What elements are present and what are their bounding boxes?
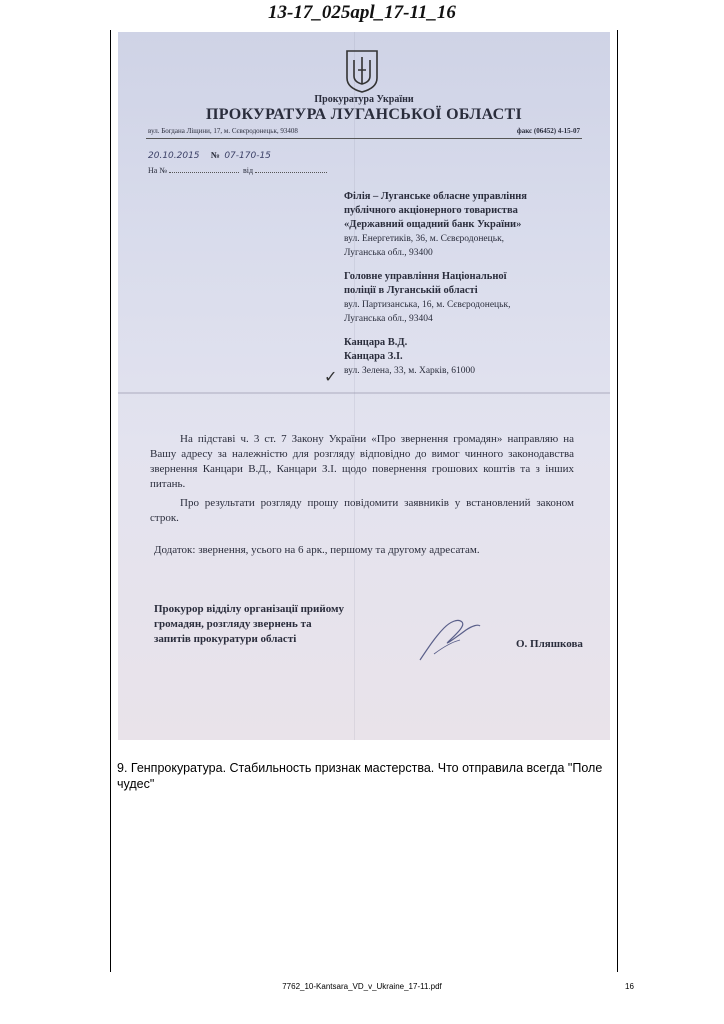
on-no-blank [169,172,239,173]
recipient-2-name: Головне управління Національної [344,271,507,282]
recipient-2-address: Луганська обл., 93404 [344,314,433,324]
ref-date: 20.10.2015 [148,151,200,161]
office-address: вул. Богдана Ліщини, 17, м. Сєвєродонецьк, 93408 [148,127,298,135]
recipient-3-name: Канцара В.Д. [344,337,408,348]
frame-left-border [110,30,111,972]
ref-no-label: № [210,150,220,160]
recipient-1-address: вул. Енергетиків, 36, м. Сєвєродонецьк, [344,234,505,244]
signatory-title-line: запитів прокуратури області [154,633,297,645]
caption-text: 9. Генпрокуратура. Стабильность признак мастерства. Что отправила всегда "Поле чудес" [117,761,603,791]
recipient-1-name: Філія – Луганське обласне управління [344,191,527,202]
recipient-3-address: вул. Зелена, 33, м. Харків, 61000 [344,366,476,376]
frame-right-border [617,30,618,972]
signer-name: О. Пляшкова [516,638,583,650]
office-fax: факс (06452) 4-15-07 [516,127,580,135]
body-paragraph: На підставі ч. 3 ст. 7 Закону України «Про звернення громадян» направляю на Вашу адресу за належністю для розгляду відповідно до вимог чинного законодавства звернення Канцари В.Д., Канцари З.І. щодо повернення грошових коштів та з інших питань. [150,433,574,490]
scanned-letter [118,32,610,740]
office-name: ПРОКУРАТУРА ЛУГАНСЬКОЇ ОБЛАСТІ [205,106,523,123]
check-mark-icon: ✓ [324,369,338,386]
page-number: 16 [625,982,634,991]
recipient-1-address: Луганська обл., 93400 [344,248,433,258]
from-label: від [242,166,254,175]
trident-coat-of-arms-icon [344,48,380,94]
incoming-reference [148,166,327,175]
footer-filename: 7762_10-Kantsara_VD_v_Ukraine_17-11.pdf [282,982,442,991]
recipient-2-name: поліції в Луганській області [344,285,478,296]
ministry-name: Прокуратура України [314,94,414,105]
recipients-block [344,190,610,378]
from-blank [255,172,327,173]
header-rule [146,138,582,139]
on-no-label: На № [148,166,167,175]
letter-content [118,32,610,740]
recipient-1-name: публічного акціонерного товариства [344,205,518,216]
signatory-title-line: громадян, розгляду звернень та [154,618,312,630]
signatory-title [154,602,344,647]
outgoing-reference [148,150,271,161]
page-header-title: 13-17_025apl_17-11_16 [268,2,456,23]
signatory-title-line: Прокурор відділу організації прийому [154,603,344,615]
recipient-3-name: Канцара З.І. [344,351,403,362]
ref-number: 07-170-15 [224,151,271,161]
letter-body [150,432,574,530]
recipient-2-address: вул. Партизанська, 16, м. Сєвєродонецьк, [344,300,511,310]
body-paragraph: Про результати розгляду прошу повідомити заявників у встановлений законом строк. [150,497,574,524]
recipient-1-name: «Державний ощадний банк України» [344,219,522,230]
handwritten-signature-icon [414,614,484,664]
attachment-note: Додаток: звернення, усього на 6 арк., першому та другому адресатам. [154,544,480,556]
